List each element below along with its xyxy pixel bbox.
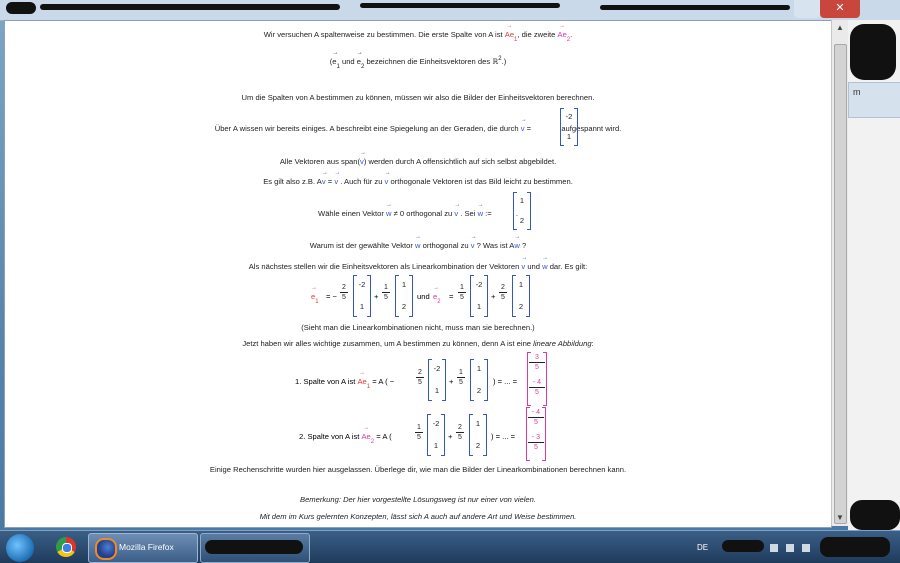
text-line: Wähle einen Vektor → w ≠ 0 orthogonal zu → v . Sei → w := . [5, 209, 831, 218]
redaction-scribble [6, 2, 36, 14]
matrix-lc3: -2 1 [470, 275, 488, 317]
text-line: Es gilt also z.B. A→ v = → v . Auch für zu → v orthogonale Vektoren ist das Bild leicht zu bestimmen. [5, 177, 831, 186]
close-button[interactable] [820, 0, 860, 18]
chrome-icon [56, 537, 76, 557]
result-column-2: - 4 5 - 3 5 [526, 407, 546, 461]
text-line: Als nächstes stellen wir die Einheitsvektoren als Linearkombination der Vektoren → v und → w dar. Es gilt: [5, 262, 831, 271]
matrix-s1a: -2 1 [428, 359, 446, 401]
matrix-lc2: 1 2 [395, 275, 413, 317]
text-line: Jetzt haben wir alles wichtige zusammen, um A bestimmen zu können, denn A ist eine lineare Abbildung: [242, 339, 594, 348]
matrix-s1b: 1 2 [470, 359, 488, 401]
redaction-scribble [722, 540, 764, 552]
maximize-button[interactable] [794, 0, 820, 18]
action-center-icon[interactable] [770, 544, 778, 552]
vertical-scrollbar[interactable] [831, 20, 848, 526]
scroll-down-button[interactable]: ▼ [836, 513, 844, 522]
side-tab[interactable] [848, 82, 900, 118]
page-content: Wir versuchen A spaltenweise zu bestimmen. Die erste Spalte von A ist → $Ae_1$, die zweite → $Ae_2$. (→ $e_1$ und → $e_2$ bezeichnen die Einheitsvektoren des ℝ$^2$.) Um die Spalten von A bestimmen zu können, müssen wir also die Bilder der Einheitsvektoren berechnen. Über A wissen wir bereits einiges. A beschreibt eine Spiegelung an der Geraden, die durch → v = aufgespannt wird. -2 1 Alle Vektoren aus span(→ v) werden durch A offensichtlich auf sich selbst abgebildet. Es gilt also z.B. A→ v = → v . Auch für zu → v orthogonale Vektoren ist das Bild leicht zu bestimmen. Wähle einen Vektor → w ≠ 0 orthogonal zu → v . Sei → w := . 1 2 Warum ist der gewählte Vektor → w orthogonal zu → v ? Was ist A→ w ? Als nächstes stellen wir die Einheitsvektoren als Linearkombination der Vektoren → v und → w dar. Es gilt: → $e_1$ = − 2 5 -2 1 + 1 5 1 2 und → $e_2$ = 1 5 -2 1 + 2 5 1 2 (Sieht man die Linearkombinationen nicht, muss man sie berechnen.) Jetzt haben wir alles wichtige zusammen, um A bestimmen zu können, denn A ist eine lineare Abbildung: 1. Spalte von A ist → $Ae_1 = A$ ( − 2 5 -2 1 + 1 5 1 2 ) = ... = 3 5 - 4 5 2. Spalte von A ist → $Ae_2 = A$ ( 1 5 -2 1 + 2 5 1 2 ) = ... = - 4 5 - 3 5 Einige Rechenschritte wurden hier ausgelassen. Überlege dir, wie man die Bilder der Linearkombinationen berechnen kann. Bemerkung: Der hier vorgestellte Lösungsweg ist nur einer von vielen. Mit dem im Kurs gelernten Konzepten, lässt sich A auch auf andere Art und Weise bestimmen. [4, 20, 832, 528]
vector-ae1: → Ae [505, 30, 514, 39]
matrix-s2a: -2 1 [427, 414, 445, 456]
vector-ae2: → Ae [558, 30, 567, 39]
scroll-up-button[interactable]: ▲ [836, 23, 844, 32]
redaction-scribble [850, 500, 900, 530]
redaction-scribble [850, 24, 896, 80]
scrollbar-thumb[interactable] [834, 44, 847, 524]
volume-icon[interactable] [802, 544, 810, 552]
matrix-lc1: -2 1 [353, 275, 371, 317]
matrix-w: 1 2 [513, 192, 531, 230]
matrix-lc4: 1 2 [512, 275, 530, 317]
redaction-scribble [360, 3, 560, 8]
redaction-scribble [820, 537, 890, 557]
redaction-scribble [205, 540, 303, 554]
language-indicator[interactable]: DE [697, 543, 709, 552]
matrix-v: -2 1 [560, 108, 578, 146]
redaction-scribble [40, 4, 340, 10]
firefox-label: Mozilla Firefox [119, 542, 174, 552]
taskbar [0, 530, 900, 563]
text-line: Warum ist der gewählte Vektor → w orthogonal zu → v ? Was ist A→ w ? [5, 241, 831, 250]
text-line: Mit dem im Kurs gelernten Konzepten, lässt sich A auch auf andere Art und Weise bestimmen. [259, 512, 577, 521]
window-titlebar[interactable] [0, 0, 900, 21]
text-line: Einige Rechenschritte wurden hier ausgelassen. Überlege dir, wie man die Bilder der Linearkombinationen berechnen kann. [209, 465, 627, 474]
side-tab-label: m [853, 87, 861, 97]
text-line: Alle Vektoren aus span(→ v) werden durch A offensichtlich auf sich selbst abgebildet. [5, 157, 831, 166]
text-line: (Sieht man die Linearkombinationen nicht, muss man sie berechnen.) [301, 323, 535, 332]
side-window [848, 20, 900, 530]
network-icon[interactable] [786, 544, 794, 552]
text-line: (→ $e_1$ und → $e_2$ bezeichnen die Einheitsvektoren des ℝ$^2$.) [5, 57, 831, 66]
taskbar-other-window[interactable] [200, 533, 310, 563]
start-button[interactable] [6, 534, 34, 562]
taskbar-chrome[interactable] [48, 533, 84, 561]
text-line: Bemerkung: Der hier vorgestellte Lösungsweg ist nur einer von vielen. [300, 495, 536, 504]
firefox-icon [95, 538, 117, 560]
matrix-s2b: 1 2 [469, 414, 487, 456]
taskbar-firefox[interactable] [88, 533, 198, 563]
result-column-1: 3 5 - 4 5 [527, 352, 547, 406]
text-line: Wir versuchen A spaltenweise zu bestimmen. Die erste Spalte von A ist → $Ae_1$, die zweite → $Ae_2$. [5, 30, 831, 39]
close-icon: ✕ [835, 2, 845, 14]
text-line: Über A wissen wir bereits einiges. A beschreibt eine Spiegelung an der Geraden, die durch → v = aufgespannt wird. [5, 124, 831, 133]
redaction-scribble [600, 5, 790, 10]
text-line: Um die Spalten von A bestimmen zu können, müssen wir also die Bilder der Einheitsvektoren berechnen. [241, 93, 595, 102]
